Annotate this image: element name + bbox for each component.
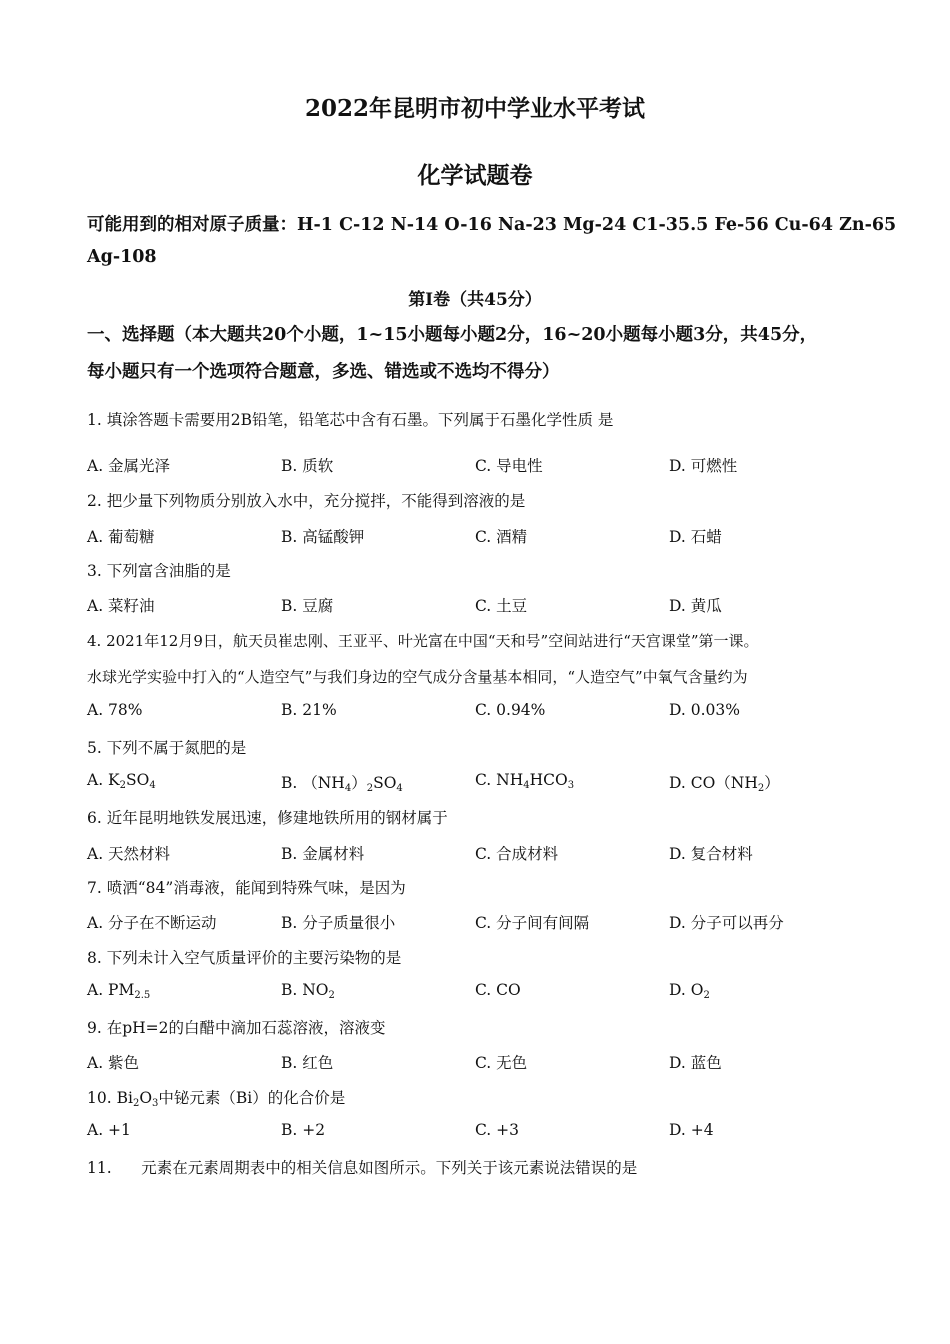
option-a: A. 分子在不断运动 [87, 914, 217, 932]
question-8: 8. 下列未计入空气质量评价的主要污染物的是 [87, 949, 402, 967]
option-a: A. 金属光泽 [87, 457, 171, 475]
option-d: D. 0.03% [669, 701, 740, 719]
option-c: C. CO [475, 981, 521, 999]
option-c: C. $NH_4HCO_3$ [475, 771, 575, 791]
page-subtitle: 化学试题卷 [417, 162, 533, 189]
atomic-mass-line-2: Ag-108 [87, 247, 157, 267]
option-a: A. 紫色 [87, 1054, 140, 1072]
question-5: 5. 下列不属于氮肥的是 [87, 739, 247, 757]
option-a: A. 天然材料 [87, 845, 171, 863]
atomic-mass-line-1: 可能用到的相对原子质量：H-1 C-12 N-14 O-16 Na-23 Mg-24 C1-35.5 Fe-56 Cu-64 Zn-65 [87, 215, 897, 235]
option-c: C. +3 [475, 1121, 520, 1139]
option-c: C. 0.94% [475, 701, 546, 719]
option-d: D. $O_2$ [669, 981, 710, 1001]
question-6: 6. 近年昆明地铁发展迅速，修建地铁所用的钢材属于 [87, 809, 448, 827]
option-d: D. $CO(NH_2)$ [669, 774, 780, 794]
option-c: C. 分子间有间隔 [475, 914, 590, 932]
question-7: 7. 喷洒“84”消毒液，能闻到特殊气味，是因为 [87, 879, 406, 897]
question-11: 11. 元素在元素周期表中的相关信息如图所示。下列关于该元素说法错误的是 [87, 1159, 638, 1177]
option-b: B. 21% [281, 701, 337, 719]
question-4: 4. 2021年12月9日，航天员崔忠刚、王亚平、叶光富在中国“天和号”空间站进行“天宫课堂”第一课。 [87, 632, 759, 650]
option-a: A. +1 [87, 1121, 131, 1139]
option-b: B. 质软 [281, 457, 334, 475]
option-d: D. 黄瓜 [669, 597, 722, 615]
option-b: B. $(NH_4)_2SO_4$ [281, 774, 403, 794]
option-d: D. 石蜡 [669, 528, 722, 546]
option-b: B. 豆腐 [281, 597, 334, 615]
option-b: B. 红色 [281, 1054, 334, 1072]
question-1: 1. 填涂答题卡需要用2B铅笔，铅笔芯中含有石墨。下列属于石墨化学性质 是 [87, 411, 614, 429]
section-instruction-2: 每小题只有一个选项符合题意，多选、错选或不选均不得分） [87, 362, 560, 382]
option-c: C. 合成材料 [475, 845, 559, 863]
question-4-continued: 水球光学实验中打入的“人造空气”与我们身边的空气成分含量基本相同，“人造空气”中氧气含量约为 [87, 668, 748, 686]
option-b: B. $NO_2$ [281, 981, 335, 1001]
option-a: A. 菜籽油 [87, 597, 155, 615]
option-d: D. 可燃性 [669, 457, 738, 475]
question-2: 2. 把少量下列物质分别放入水中，充分搅拌，不能得到溶液的是 [87, 492, 526, 510]
option-d: D. +4 [669, 1121, 714, 1139]
option-d: D. 分子可以再分 [669, 914, 784, 932]
option-d: D. 复合材料 [669, 845, 753, 863]
option-c: C. 酒精 [475, 528, 528, 546]
question-10: 10. $Bi_2O_3$中铋元素（Bi）的化合价是 [87, 1089, 346, 1109]
option-a: A. $PM_{2.5}$ [87, 981, 151, 1001]
option-b: B. +2 [281, 1121, 326, 1139]
option-c: C. 无色 [475, 1054, 528, 1072]
volume-heading: 第Ⅰ卷（共45分） [408, 290, 542, 310]
option-d: D. 蓝色 [669, 1054, 722, 1072]
option-b: B. 高锰酸钾 [281, 528, 365, 546]
option-a: A. 78% [87, 701, 143, 719]
page-title: 2022年昆明市初中学业水平考试 [304, 95, 645, 122]
option-a: A. 葡萄糖 [87, 528, 155, 546]
option-b: B. 金属材料 [281, 845, 365, 863]
question-3: 3. 下列富含油脂的是 [87, 562, 231, 580]
option-b: B. 分子质量很小 [281, 914, 396, 932]
option-c: C. 土豆 [475, 597, 528, 615]
section-instruction-1: 一、选择题（本大题共20个小题，1~15小题每小题2分，16~20小题每小题3分，共45分， [87, 325, 818, 345]
option-c: C. 导电性 [475, 457, 543, 475]
question-9: 9. 在pH=2的白醋中滴加石蕊溶液，溶液变 [87, 1019, 386, 1037]
option-a: A. $K_2SO_4$ [87, 771, 156, 791]
